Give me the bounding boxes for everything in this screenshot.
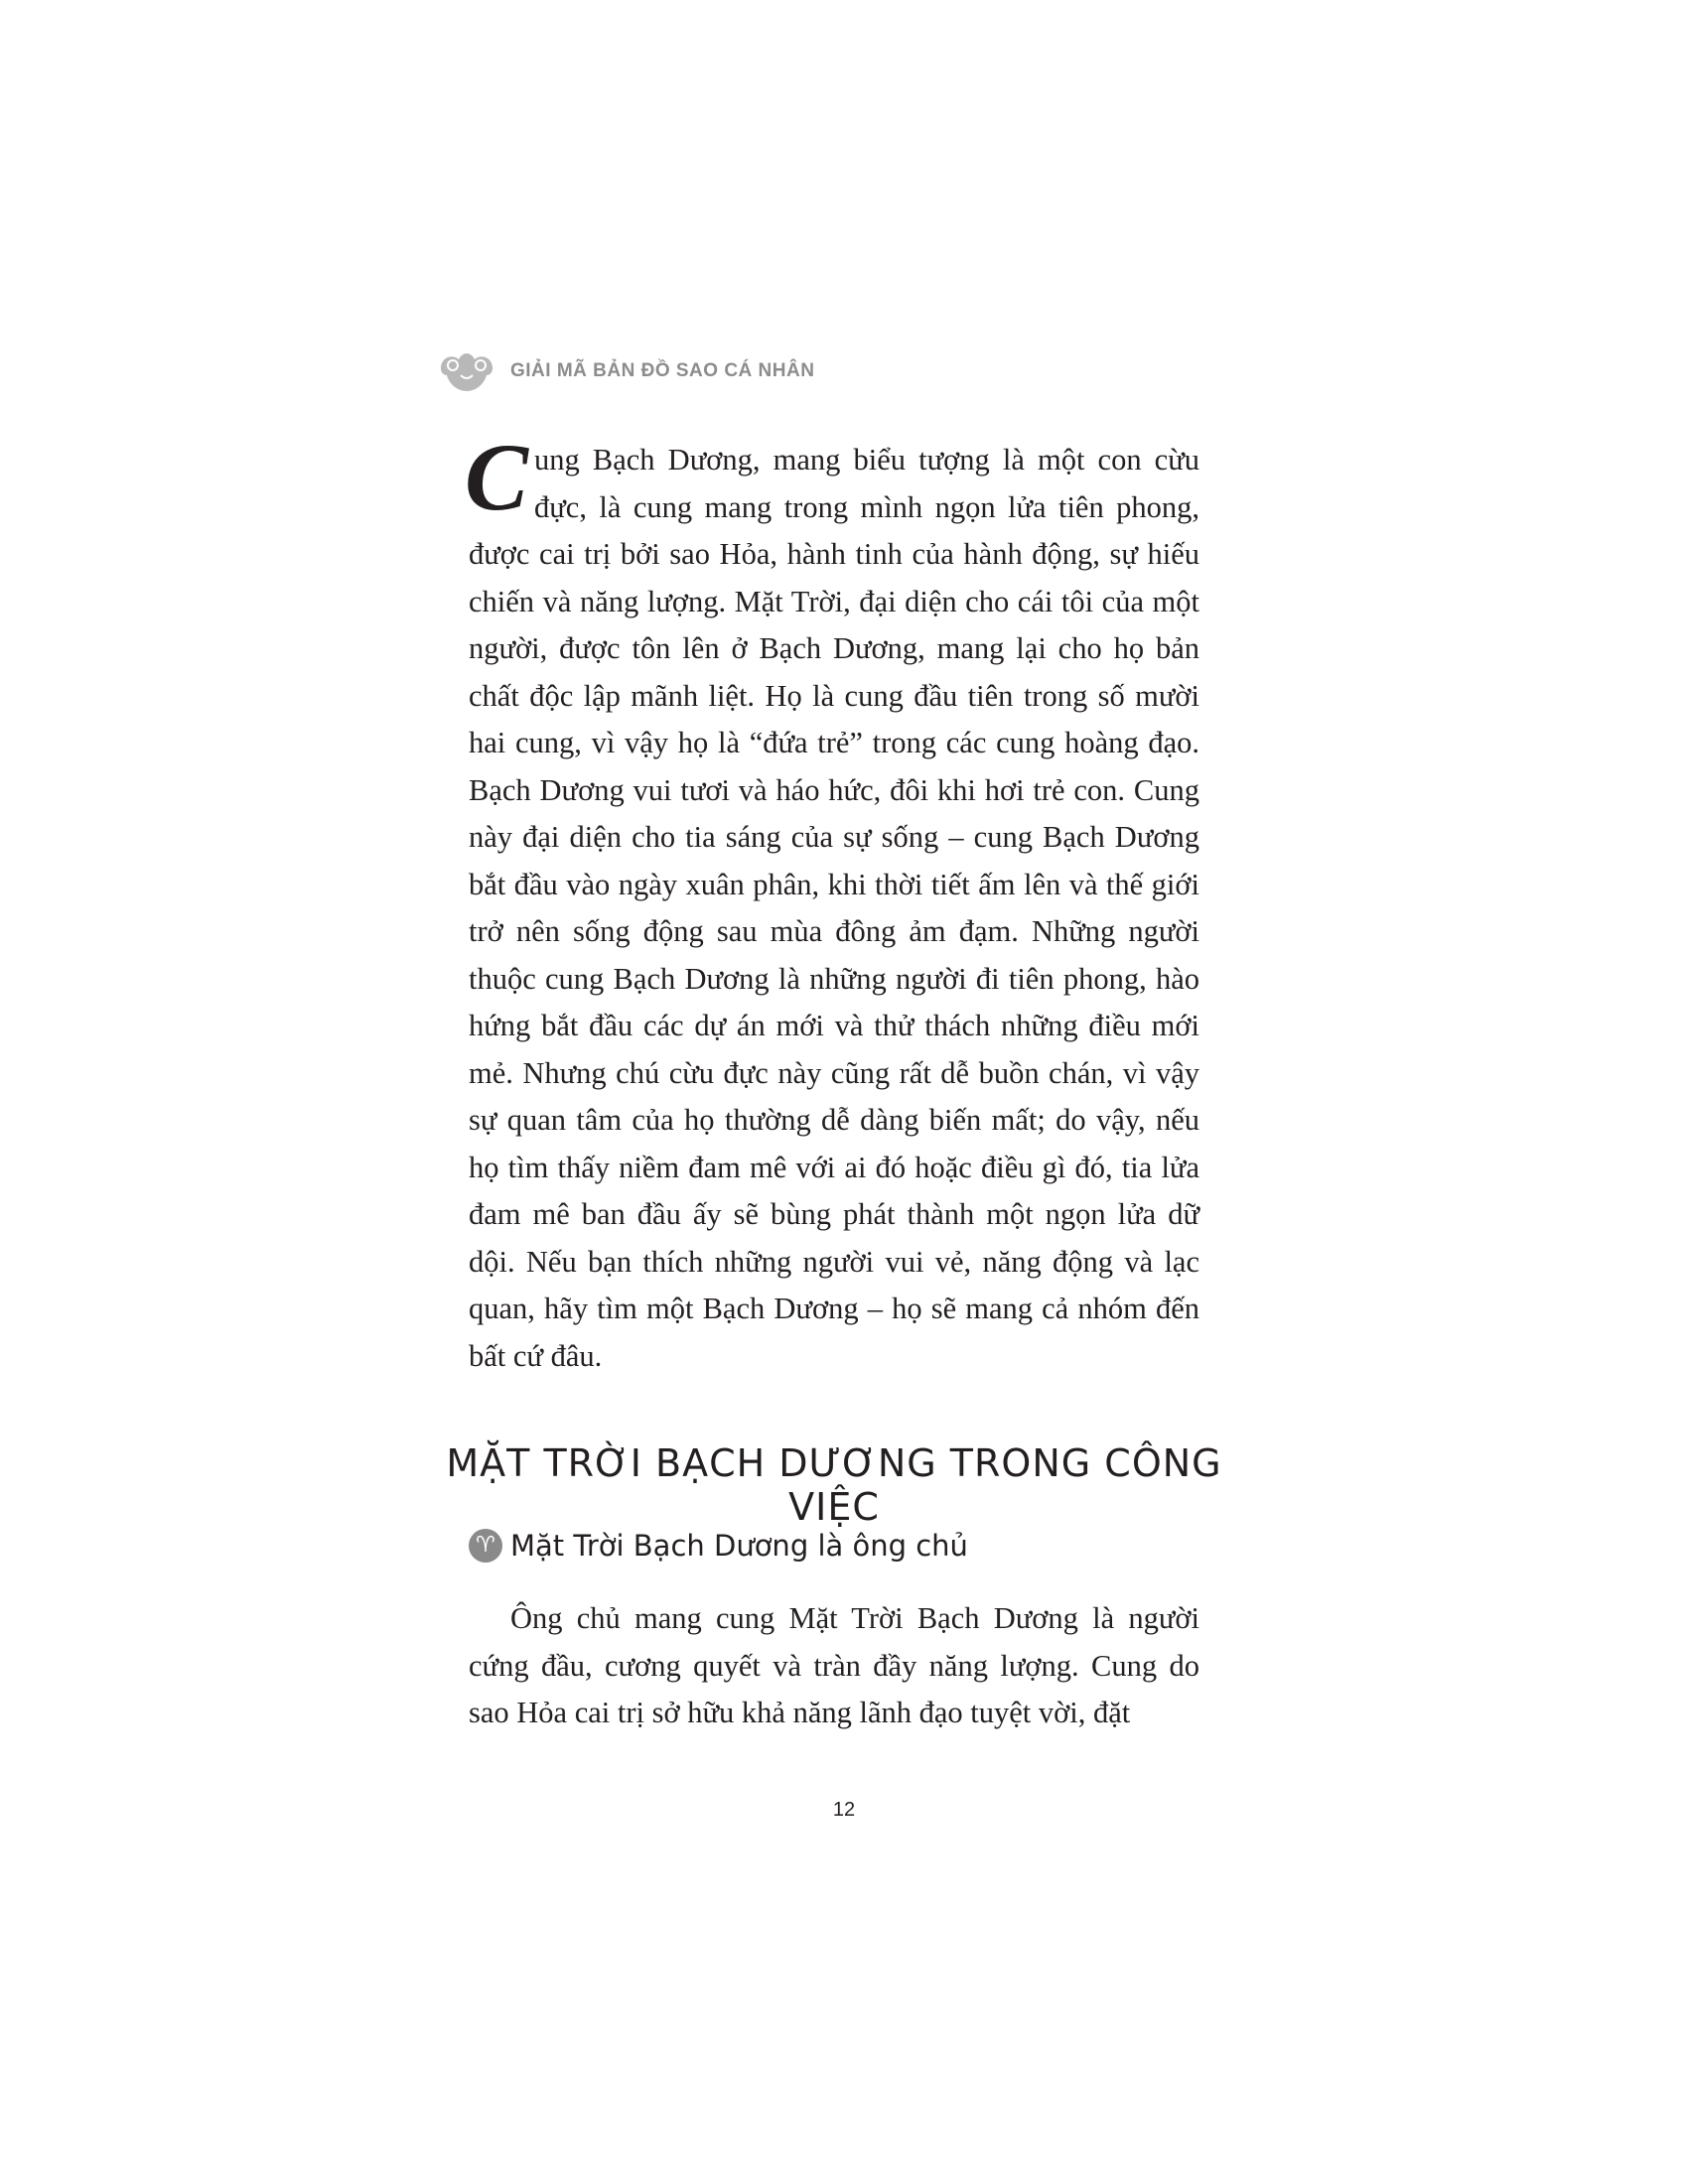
subheading-text: Mặt Trời Bạch Dương là ông chủ [510,1529,968,1563]
aries-symbol-icon: ♈ [469,1529,502,1563]
intro-paragraph [465,424,1199,1380]
page-number: 12 [832,1799,856,1821]
running-title: GIẢI MÃ BẢN ĐỒ SAO CÁ NHÂN [510,360,815,381]
running-header [437,347,814,395]
section-heading: MẶT TRỜI BẠCH DƯƠNG TRONG CÔNG VIỆC [446,1441,1222,1529]
intro-text: ung Bạch Dương, mang biểu tượng là một con cừu đực, là cung mang trong mình ngọn lửa tiên phong, được cai trị bởi sao Hỏa, hành tinh của hành động, sự hiếu chiến và năng lượng. Mặt Trời, đại diện cho cái tôi của một người, được tôn lên ở Bạch Dương, mang lại cho họ bản chất độc lập mãnh liệt. Họ là cung đầu tiên trong số mười hai cung, vì vậy họ là “đứa trẻ” trong các cung hoàng đạo. Bạch Dương vui tươi và háo hức, đôi khi hơi trẻ con. Cung này đại diện cho tia sáng của sự sống – cung Bạch Dương bắt đầu vào ngày xuân phân, khi thời tiết ấm lên và thế giới trở nên sống động sau mùa đông ảm đạm. Những người thuộc cung Bạch Dương là những người đi tiên phong, hào hứng bắt đầu các dự án mới và thử thách những điều mới mẻ. Nhưng chú cừu đực này cũng rất dễ buồn chán, vì vậy sự quan tâm của họ thường dễ dàng biến mất; do vậy, nếu họ tìm thấy niềm đam mê với ai đó hoặc điều gì đó, tia lửa đam mê ban đầu ấy sẽ bùng phát thành một ngọn lửa dữ dội. Nếu bạn thích những người vui vẻ, năng động và lạc quan, hãy tìm một Bạch Dương – họ sẽ mang cả nhóm đến bất cứ đâu. [469,443,1199,1373]
drop-cap: C [465,424,529,530]
boss-paragraph: Ông chủ mang cung Mặt Trời Bạch Dương là người cứng đầu, cương quyết và tràn đầy năng lượng. Cung do sao Hỏa cai trị sở hữu khả năng lãnh đạo tuyệt vời, đặt [469,1601,1199,1729]
ram-head-icon [437,347,496,395]
subheading [469,1529,968,1563]
